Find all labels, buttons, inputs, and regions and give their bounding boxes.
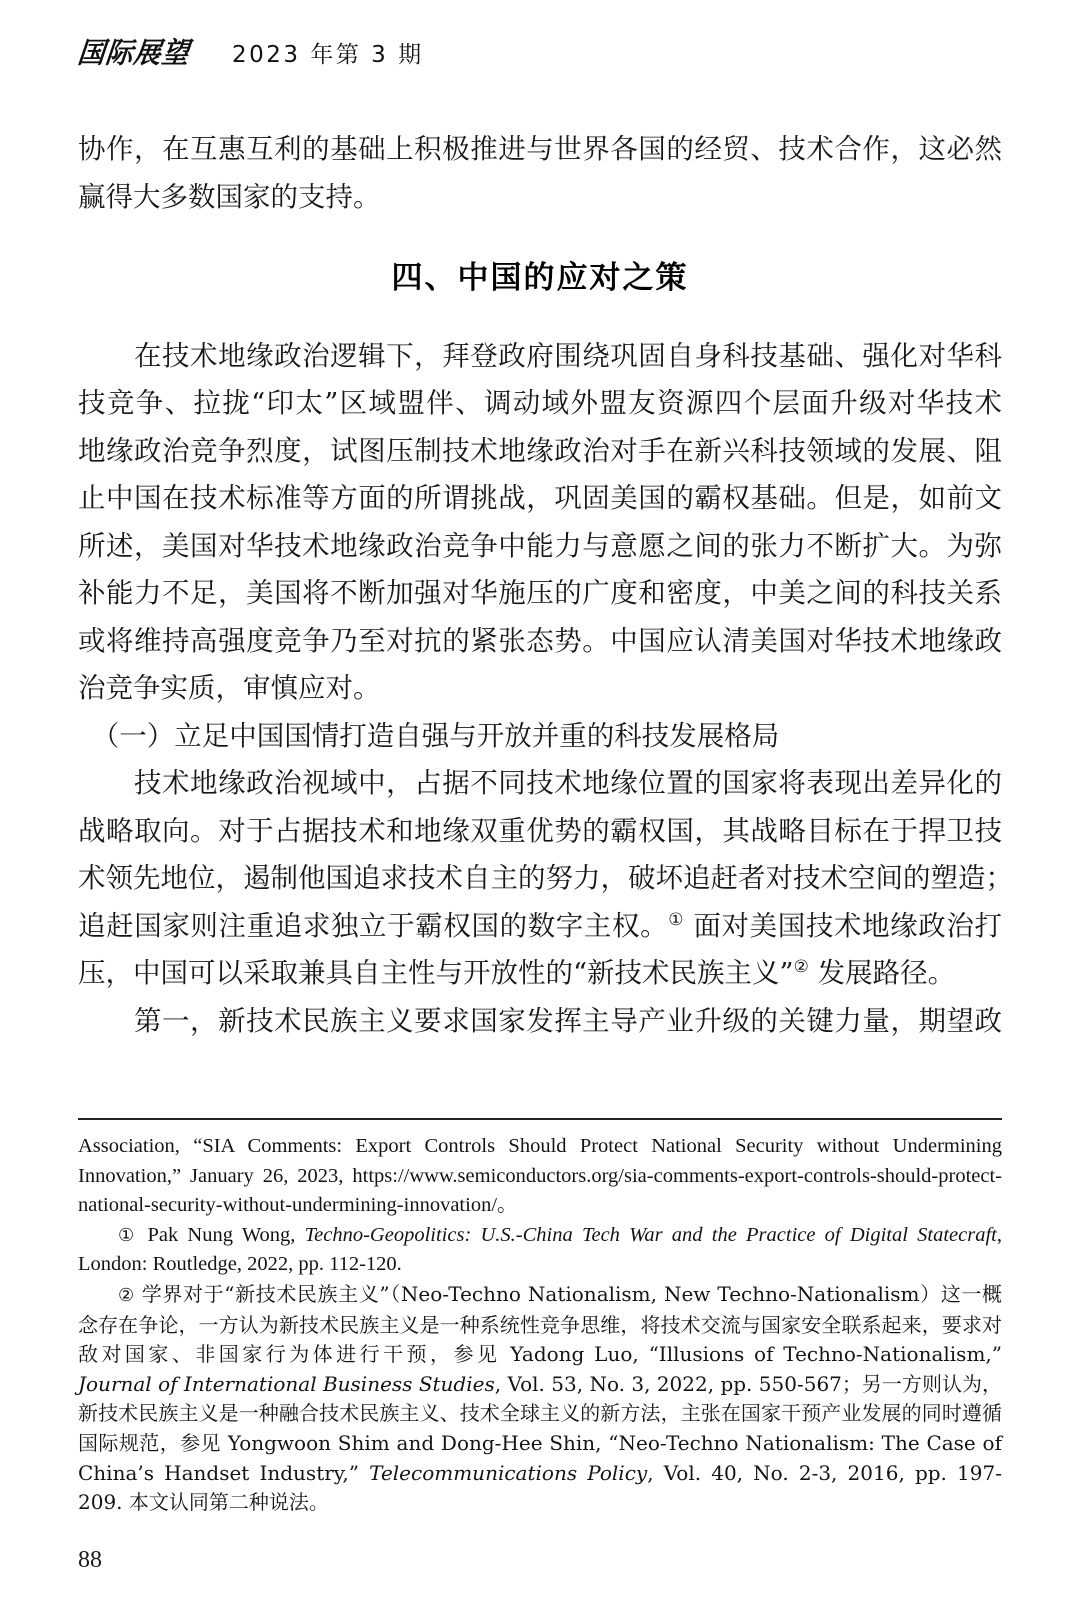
footnote-2 — [78, 1280, 1002, 1518]
body-line: 所述，美国对华技术地缘政治竞争中能力与意愿之间的张力不断扩大。为弥 — [78, 529, 1002, 562]
footnote-2-journal-2: Telecommunications Policy — [369, 1460, 648, 1485]
body-line-with-footnote-ref — [78, 950, 1002, 998]
running-header — [75, 24, 1002, 71]
footnote-block — [78, 1118, 1002, 1518]
body-line: 技术地缘政治视域中，占据不同技术地缘位置的国家将表现出差异化的 — [78, 767, 1002, 799]
body-line: 战略取向。对于占据技术和地缘双重优势的霸权国，其战略目标在于捍卫技 — [78, 814, 1002, 847]
footnote-2-text-a: 学界对于“新技术民族主义”（Neo-Techno Nationalism, New Techno-Nationalism）这一概念存在争论，一方认为新技术民族主义是一种系统性竞争思维，将技术交流与国家安全联系起来，要求对敌对国家、非国家行为体进行干预，参见 Yadong Luo, “Illusions of Techno-Nationalism,” — [78, 1281, 1002, 1367]
line-text: 发展路径。 — [808, 957, 956, 989]
body-line: 在技术地缘政治逻辑下，拜登政府围绕巩固自身科技基础、强化对华科 — [78, 339, 1002, 372]
issue-label: 2023 年第 3 期 — [232, 42, 424, 68]
footnote-2-text-c: , Vol. 40, No. 2-3, 2016, pp. 197-209. 本文认同第二种说法。 — [78, 1460, 1002, 1515]
body-line: 或将维持高强度竞争乃至对抗的紧张态势。中国应认清美国对华技术地缘政 — [78, 624, 1002, 657]
body-line: 止中国在技术标准等方面的所谓挑战，巩固美国的霸权基础。但是，如前文 — [78, 482, 1002, 514]
paragraph-two — [78, 760, 1013, 998]
footnote-1-marker: ① — [118, 1224, 139, 1246]
footnote-1-title: Techno-Geopolitics: U.S.-China Tech War and the Practice of Digital Statecraft — [304, 1223, 997, 1246]
body-line: 赢得大多数国家的支持。 — [78, 180, 381, 213]
body-line: 补能力不足，美国将不断加强对华施压的广度和密度，中美之间的科技关系 — [78, 577, 1002, 609]
section-heading: 四、中国的应对之策 — [391, 260, 689, 296]
footnote-1-text-a: Pak Nung Wong, — [138, 1223, 305, 1246]
footnote-1 — [78, 1221, 1002, 1280]
journal-logo-mark: 国际展望 — [75, 37, 192, 71]
body-line-with-footnote-ref — [78, 903, 1002, 951]
body-line: 技竞争、拉拢“印太”区域盟伴、调动域外盟友资源四个层面升级对华技术 — [78, 387, 1002, 419]
footnote-2-journal-1: Journal of International Business Studies — [78, 1371, 495, 1396]
line-text: 追赶国家则注重追求独立于霸权国的数字主权。 — [78, 909, 669, 942]
paragraph-one — [78, 333, 1002, 713]
body-line: 术领先地位，遏制他国追求技术自主的努力，破坏追赶者对技术空间的塑造； — [78, 862, 1013, 894]
footnote-separator-rule — [78, 1118, 1002, 1120]
continued-paragraph — [78, 126, 1002, 221]
body-line: 地缘政治竞争烈度，试图压制技术地缘政治对手在新兴科技领域的发展、阻 — [78, 434, 1002, 467]
body-text-column — [78, 126, 1013, 1045]
body-line: 第一，新技术民族主义要求国家发挥主导产业升级的关键力量，期望政 — [78, 1004, 1002, 1037]
subsection-heading: （一）立足中国国情打造自强与开放并重的科技发展格局 — [78, 719, 780, 752]
body-line: 协作，在互惠互利的基础上积极推进与世界各国的经贸、技术合作，这必然 — [78, 133, 1002, 165]
footnote-1-text-b: , London: Routledge, 2022, pp. 112-120. — [78, 1223, 1002, 1276]
footnote-continued: Association, “SIA Comments: Export Controls Should Protect National Security without Undermining Innovation,” January 26, 2023, https://www.semiconductors.org/sia-comments-export-controls-should-protect-national-security-without-undermining-innovation/。 — [78, 1135, 1002, 1217]
footnote-2-marker: ② — [118, 1284, 135, 1306]
line-text: 压，中国可以采取兼具自主性与开放性的“新技术民族主义” — [78, 957, 794, 989]
footnote-ref-1[interactable]: ① — [668, 909, 685, 930]
paragraph-three — [78, 998, 1002, 1046]
line-text: 面对美国技术地缘政治打 — [684, 909, 1003, 942]
footnote-ref-2[interactable]: ② — [793, 956, 809, 977]
footnote-2-text-b: , Vol. 53, No. 3, 2022, pp. 550-567；另一方则认为，新技术民族主义是一种融合技术民族主义、技术全球主义的新方法，主张在国家干预产业发展的同时遵循国际规范，参见 Yongwoon Shim and Dong-Hee Shin, “Neo-Techno Nationalism: The Case of China’s Handset Industry,” — [78, 1371, 1003, 1485]
body-line: 治竞争实质，审慎应对。 — [78, 672, 381, 704]
page-number: 88 — [78, 1547, 102, 1573]
